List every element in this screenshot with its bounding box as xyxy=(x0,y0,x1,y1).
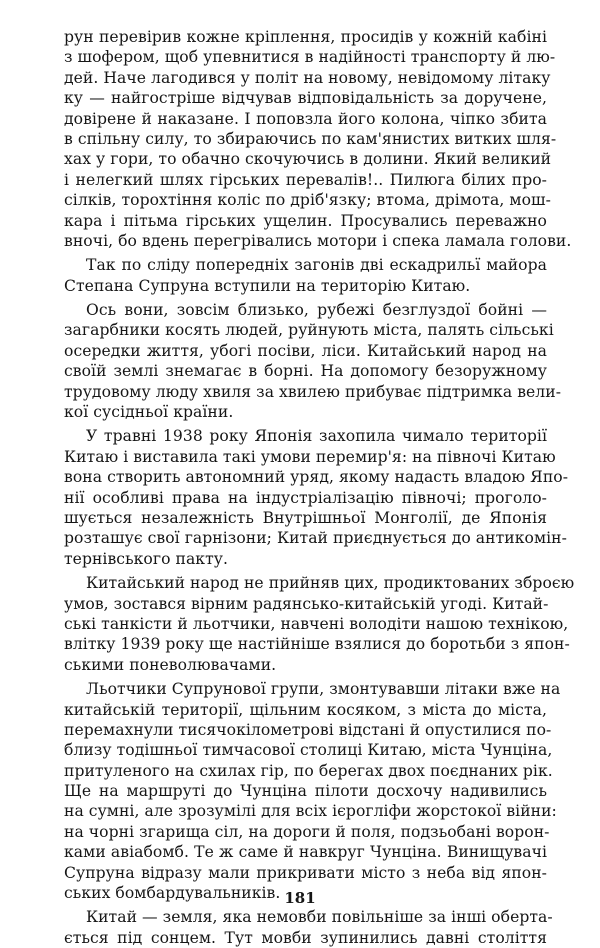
text-line: тернівського пакту. xyxy=(64,549,229,568)
text-line: Китай — земля, яка немовби повільніше за інші оберта- xyxy=(86,908,553,927)
text-line: і нелегкий шлях гірських перевалів!.. Пилюга білих про- xyxy=(64,170,547,189)
text-line: своїй землі знемагає в борні. На допомогу безоружному xyxy=(64,362,547,381)
text-line: рун перевірив кожне кріплення, просидів у кожній кабіні xyxy=(64,28,547,46)
text-line: Так по сліду попередніх загонів дві ескадрильї майора xyxy=(86,256,547,275)
text-line: кара і пітьма гірських ущелин. Просувались переважно xyxy=(64,211,547,230)
text-line: осередки життя, убогі посіви, ліси. Китайський народ на xyxy=(64,341,547,360)
text-line: ські танкісти й льотчики, навчені володіти нашою технікою, xyxy=(64,614,569,633)
text-line: Ще на маршруті до Чунціна пілоти досхочу надивились xyxy=(64,782,547,801)
text-line: кої сусідньої країни. xyxy=(64,403,234,422)
text-line: перемахнули тисячокілометрові відстані й опустилися по- xyxy=(64,720,552,739)
text-line: нії особливі права на індустріалізацію півночі; проголо- xyxy=(64,488,547,507)
text-line: умов, зостався вірним радянсько-китайській угоді. Китай- xyxy=(64,594,549,613)
text-line: довірене й наказане. І поповзла його колона, чіпко збита xyxy=(64,109,547,128)
text-line: близу тодішньої тимчасової столиці Китаю, міста Чунціна, xyxy=(64,741,553,760)
text-line: розташує свої гарнізони; Китай приєднується до антикомін- xyxy=(64,529,567,548)
text-line: загарбники косять людей, руйнують міста, палять сільські xyxy=(64,321,554,340)
text-line: У травні 1938 року Японія захопила чимало території xyxy=(86,427,547,446)
text-line: з шофером, щоб упевнитися в надійності транспорту й лю- xyxy=(64,48,556,67)
text-line: ських бомбардувальників. xyxy=(64,884,281,903)
text-line: хах у гори, то обачно скочуючись в долини. Який великий xyxy=(64,150,552,169)
text-line: Степана Супруна вступили на територію Китаю. xyxy=(64,276,471,295)
text-line: ку — найгостріше відчував відповідальність за доручене, xyxy=(64,89,547,108)
body-text xyxy=(64,27,575,948)
text-line: на чорні згарища сіл, на дороги й поля, подзьобані ворон- xyxy=(64,822,550,841)
text-line: Ось вони, зовсім близько, рубежі безглуздої бойні — xyxy=(86,301,547,320)
text-line: Китаю і виставила такі умови перемир'я: на півночі Китаю xyxy=(64,447,556,466)
text-line: дей. Наче лагодився у політ на новому, невідомому літаку xyxy=(64,68,551,87)
text-line: Супруна відразу мали прикривати місто з неба від япон- xyxy=(64,863,547,882)
text-line: на сумні, але зрозумілі для всіх ієрогліфи жорстокої війни: xyxy=(64,802,557,821)
text-line: ється під сонцем. Тут мовби зупинились давні століття xyxy=(64,928,547,947)
text-line: ськими поневолювачами. xyxy=(64,655,277,674)
text-line: вона створить автономний уряд, якому надасть владою Япо- xyxy=(64,468,569,487)
text-line: притуленого на схилах гір, по берегах двох поєднаних рік. xyxy=(64,761,553,780)
text-line: Льотчики Супрунової групи, змонтувавши літаки вже на xyxy=(86,680,561,699)
text-line: ками авіабомб. Те ж саме й навкруг Чунціна. Винищувачі xyxy=(64,843,547,862)
page-number: 181 xyxy=(284,889,316,907)
text-line: китайській території, щільним косяком, з міста до міста, xyxy=(64,700,547,719)
text-line: сілків, торохтіння коліс по дріб'язку; втома, дрімота, мош- xyxy=(64,191,551,210)
text-line: влітку 1939 року ще настійніше взялися до боротьби з япон- xyxy=(64,635,570,654)
text-line: в спільну силу, то збираючись по кам'янистих витких шля- xyxy=(64,129,557,148)
text-line: Китайський народ не прийняв цих, продиктованих зброєю xyxy=(86,574,575,593)
text-line: трудовому люду хвиля за хвилею прибуває підтримка вели- xyxy=(64,382,562,401)
text-line: шується незалежність Внутрішньої Монголії, де Японія xyxy=(64,508,547,527)
text-line: вночі, бо вдень перегрівались мотори і спека ламала голови. xyxy=(64,231,572,250)
